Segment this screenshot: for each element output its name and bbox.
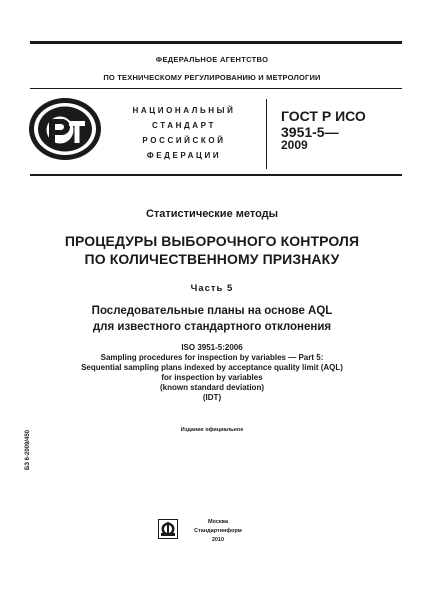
identity-marker: (IDT): [202, 393, 222, 402]
subject-title: Статистические методы: [145, 208, 279, 220]
standard-designation: ГОСТ Р ИСО: [281, 108, 366, 124]
publication-year: 2010: [211, 537, 225, 543]
top-rule: [30, 41, 402, 44]
standartinform-logo-icon: [158, 519, 178, 539]
gost-r-emblem-icon: [28, 97, 102, 161]
side-code: БЗ 6-2009/450: [25, 429, 31, 470]
english-title-line-2: Sequential sampling plans indexed by acceptance quality limit (AQL): [81, 363, 343, 372]
standard-year: 2009: [281, 138, 308, 152]
publisher-name: Стандартинформ: [194, 528, 242, 534]
national-line-2: СТАНДАРТ: [152, 121, 216, 130]
national-line-1: НАЦИОНАЛЬНЫЙ: [132, 106, 236, 115]
iso-reference: ISO 3951-5:2006: [181, 343, 243, 352]
english-title-line-3: for inspection by variables: [161, 373, 263, 382]
publisher-city: Москва: [207, 519, 229, 525]
english-title-line-4: (known standard deviation): [159, 383, 264, 392]
main-title-line-2: ПО КОЛИЧЕСТВЕННОМУ ПРИЗНАКУ: [84, 251, 340, 267]
agency-line-1: ФЕДЕРАЛЬНОЕ АГЕНТСТВО: [155, 55, 269, 64]
edition-label: Издание официальное: [180, 427, 244, 433]
part-number: Часть 5: [190, 283, 234, 294]
header-vertical-divider: [266, 99, 267, 169]
agency-line-2: ПО ТЕХНИЧЕСКОМУ РЕГУЛИРОВАНИЮ И МЕТРОЛОГИИ: [103, 73, 321, 82]
main-title-line-1: ПРОЦЕДУРЫ ВЫБОРОЧНОГО КОНТРОЛЯ: [64, 233, 360, 249]
subtitle-line-1: Последовательные планы на основе AQL: [91, 305, 333, 317]
national-line-4: ФЕДЕРАЦИИ: [146, 151, 222, 160]
designation-rule: [30, 174, 402, 176]
header-divider: [30, 88, 402, 89]
english-title-line-1: Sampling procedures for inspection by variables — Part 5:: [100, 353, 324, 362]
national-line-3: РОССИЙСКОЙ: [142, 136, 226, 145]
subtitle-line-2: для известного стандартного отклонения: [92, 321, 332, 333]
standard-number: 3951-5—: [281, 124, 339, 140]
